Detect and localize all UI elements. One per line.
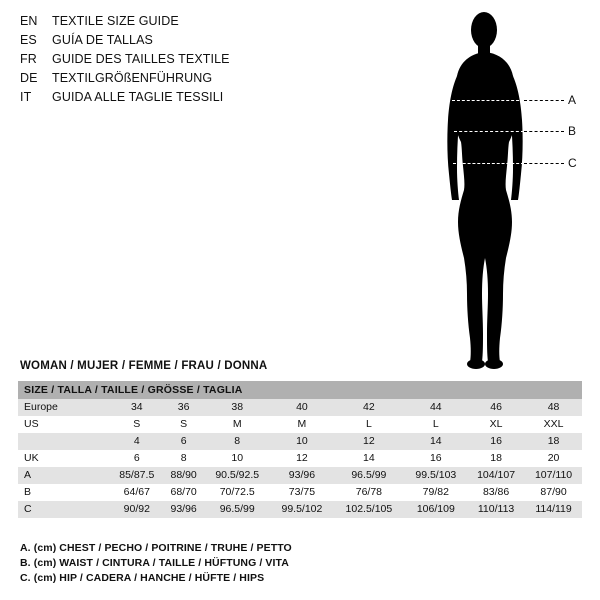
cell: 70/72.5: [204, 484, 271, 501]
size-table: [18, 381, 582, 518]
language-code: DE: [20, 71, 38, 85]
cell: M: [204, 416, 271, 433]
cell: 10: [271, 433, 333, 450]
cell: 93/96: [164, 501, 204, 518]
cell: 38: [204, 399, 271, 416]
language-title: GUÍA DE TALLAS: [52, 33, 153, 47]
cell: 6: [110, 450, 164, 467]
section-title: WOMAN / MUJER / FEMME / FRAU / DONNA: [20, 360, 268, 372]
size-table-wrapper: [18, 381, 582, 518]
cell: 104/107: [467, 467, 525, 484]
table-row: [18, 484, 582, 501]
table-row: [18, 416, 582, 433]
legend-row-c: C. (cm) HIP / CADERA / HANCHE / HÜFTE / HIPS: [20, 572, 265, 584]
language-row: [20, 33, 350, 52]
table-row: [18, 501, 582, 518]
table-header-row: [18, 381, 582, 399]
cell: 90/92: [110, 501, 164, 518]
table-row: [18, 450, 582, 467]
cell: 10: [204, 450, 271, 467]
cell: 96.5/99: [204, 501, 271, 518]
cell: 99.5/102: [271, 501, 333, 518]
language-code: IT: [20, 90, 32, 104]
table-row: [18, 467, 582, 484]
hip-measure-line-outside: [524, 163, 564, 164]
cell: 110/113: [467, 501, 525, 518]
language-title-block: [20, 14, 350, 109]
chest-measure-line: [452, 100, 524, 101]
legend-row-a: A. (cm) CHEST / PECHO / POITRINE / TRUHE / PETTO: [20, 542, 292, 554]
cell: 34: [110, 399, 164, 416]
row-label: B: [18, 484, 110, 501]
language-code: FR: [20, 52, 37, 66]
language-title: TEXTILGRÖßENFÜHRUNG: [52, 71, 213, 85]
cell: 6: [164, 433, 204, 450]
language-title: GUIDA ALLE TAGLIE TESSILI: [52, 90, 224, 104]
cell: 73/75: [271, 484, 333, 501]
hip-measure-line: [453, 163, 524, 164]
female-silhouette-icon: [420, 8, 590, 373]
cell: 18: [467, 450, 525, 467]
cell: 114/119: [525, 501, 582, 518]
cell: 88/90: [164, 467, 204, 484]
language-code: EN: [20, 14, 38, 28]
cell: 46: [467, 399, 525, 416]
cell: 12: [333, 433, 404, 450]
language-row: [20, 90, 350, 109]
language-row: [20, 14, 350, 33]
cell: 40: [271, 399, 333, 416]
marker-label-a: A: [568, 93, 577, 107]
language-row: [20, 71, 350, 90]
cell: 68/70: [164, 484, 204, 501]
cell: 16: [467, 433, 525, 450]
language-row: [20, 52, 350, 71]
cell: 87/90: [525, 484, 582, 501]
cell: 42: [333, 399, 404, 416]
cell: 14: [333, 450, 404, 467]
cell: 93/96: [271, 467, 333, 484]
cell: 85/87.5: [110, 467, 164, 484]
cell: 99.5/103: [405, 467, 467, 484]
cell: 8: [164, 450, 204, 467]
table-header-label: SIZE / TALLA / TAILLE / GRÖSSE / TAGLIA: [18, 381, 582, 399]
marker-label-c: C: [568, 156, 577, 170]
waist-measure-line-outside: [524, 131, 564, 132]
cell: 18: [525, 433, 582, 450]
cell: 106/109: [405, 501, 467, 518]
table-row: [18, 433, 582, 450]
row-label: Europe: [18, 399, 110, 416]
cell: 4: [110, 433, 164, 450]
row-label: C: [18, 501, 110, 518]
cell: 90.5/92.5: [204, 467, 271, 484]
female-body-figure: [420, 8, 590, 373]
cell: 16: [405, 450, 467, 467]
cell: XXL: [525, 416, 582, 433]
language-code: ES: [20, 33, 37, 47]
cell: XL: [467, 416, 525, 433]
measurement-legend: [20, 541, 580, 586]
cell: L: [405, 416, 467, 433]
cell: 102.5/105: [333, 501, 404, 518]
cell: 79/82: [405, 484, 467, 501]
cell: 48: [525, 399, 582, 416]
row-label: A: [18, 467, 110, 484]
cell: S: [110, 416, 164, 433]
language-title: TEXTILE SIZE GUIDE: [52, 14, 179, 28]
cell: M: [271, 416, 333, 433]
language-title: GUIDE DES TAILLES TEXTILE: [52, 52, 230, 66]
cell: 20: [525, 450, 582, 467]
row-label: [18, 433, 110, 450]
table-row: [18, 399, 582, 416]
chest-measure-line-outside: [524, 100, 564, 101]
cell: 8: [204, 433, 271, 450]
cell: 14: [405, 433, 467, 450]
cell: 36: [164, 399, 204, 416]
waist-measure-line: [454, 131, 524, 132]
cell: 83/86: [467, 484, 525, 501]
cell: L: [333, 416, 404, 433]
cell: 96.5/99: [333, 467, 404, 484]
cell: S: [164, 416, 204, 433]
legend-row-b: B. (cm) WAIST / CINTURA / TAILLE / HÜFTUNG / VITA: [20, 557, 289, 569]
row-label: US: [18, 416, 110, 433]
cell: 12: [271, 450, 333, 467]
row-label: UK: [18, 450, 110, 467]
cell: 107/110: [525, 467, 582, 484]
cell: 76/78: [333, 484, 404, 501]
cell: 64/67: [110, 484, 164, 501]
marker-label-b: B: [568, 124, 577, 138]
cell: 44: [405, 399, 467, 416]
